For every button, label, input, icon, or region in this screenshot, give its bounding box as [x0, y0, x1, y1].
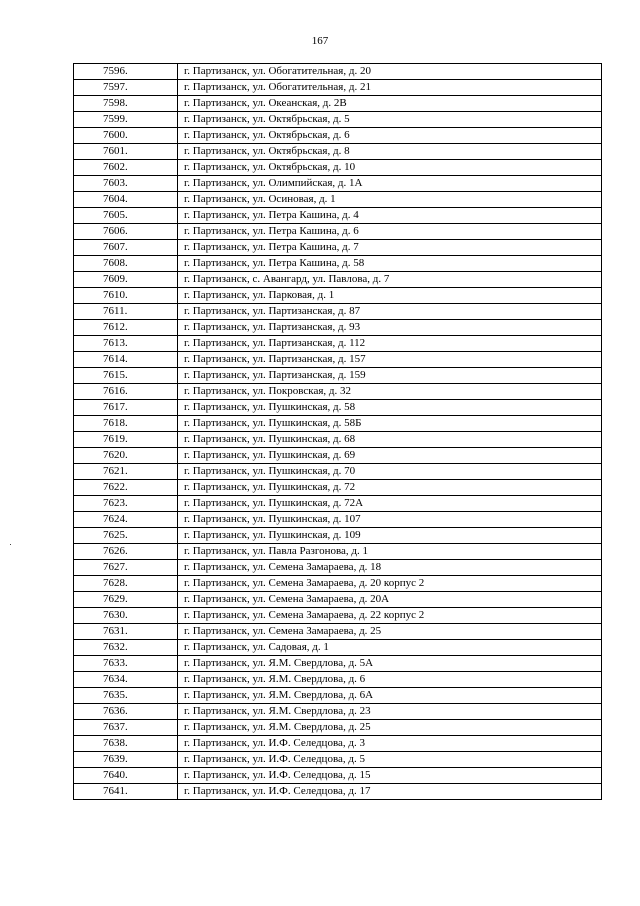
table-row: [74, 400, 602, 416]
address-cell: г. Партизанск, ул. Октябрьская, д. 6: [178, 128, 602, 144]
table-row: [74, 672, 602, 688]
address-cell: г. Партизанск, ул. Пушкинская, д. 72А: [178, 496, 602, 512]
address-cell: г. Партизанск, ул. Покровская, д. 32: [178, 384, 602, 400]
table-row: [74, 656, 602, 672]
address-table-body: [74, 64, 602, 800]
row-number-cell: 7621.: [74, 464, 178, 480]
table-row: [74, 384, 602, 400]
address-cell: г. Партизанск, ул. Пушкинская, д. 58: [178, 400, 602, 416]
address-cell: г. Партизанск, ул. Я.М. Свердлова, д. 6А: [178, 688, 602, 704]
row-number-cell: 7626.: [74, 544, 178, 560]
row-number-cell: 7599.: [74, 112, 178, 128]
table-row: [74, 176, 602, 192]
row-number-cell: 7629.: [74, 592, 178, 608]
row-number-cell: 7604.: [74, 192, 178, 208]
address-cell: г. Партизанск, ул. Пушкинская, д. 68: [178, 432, 602, 448]
address-cell: г. Партизанск, ул. Пушкинская, д. 70: [178, 464, 602, 480]
address-cell: г. Партизанск, ул. Я.М. Свердлова, д. 6: [178, 672, 602, 688]
row-number-cell: 7631.: [74, 624, 178, 640]
row-number-cell: 7611.: [74, 304, 178, 320]
table-row: [74, 256, 602, 272]
row-number-cell: 7619.: [74, 432, 178, 448]
table-row: [74, 352, 602, 368]
address-cell: г. Партизанск, ул. Партизанская, д. 157: [178, 352, 602, 368]
row-number-cell: 7639.: [74, 752, 178, 768]
address-cell: г. Партизанск, ул. Пушкинская, д. 109: [178, 528, 602, 544]
table-row: [74, 512, 602, 528]
row-number-cell: 7630.: [74, 608, 178, 624]
table-row: [74, 224, 602, 240]
row-number-cell: 7634.: [74, 672, 178, 688]
table-row: [74, 624, 602, 640]
address-cell: г. Партизанск, ул. Семена Замараева, д. 22 корпус 2: [178, 608, 602, 624]
table-row: [74, 592, 602, 608]
row-number-cell: 7633.: [74, 656, 178, 672]
address-cell: г. Партизанск, ул. И.Ф. Селедцова, д. 17: [178, 784, 602, 800]
address-cell: г. Партизанск, ул. Петра Кашина, д. 4: [178, 208, 602, 224]
row-number-cell: 7610.: [74, 288, 178, 304]
row-number-cell: 7600.: [74, 128, 178, 144]
row-number-cell: 7616.: [74, 384, 178, 400]
table-row: [74, 320, 602, 336]
table-row: [74, 784, 602, 800]
row-number-cell: 7625.: [74, 528, 178, 544]
table-row: [74, 160, 602, 176]
address-cell: г. Партизанск, ул. Партизанская, д. 159: [178, 368, 602, 384]
table-row: [74, 608, 602, 624]
row-number-cell: 7620.: [74, 448, 178, 464]
address-cell: г. Партизанск, ул. Партизанская, д. 93: [178, 320, 602, 336]
address-cell: г. Партизанск, ул. Семена Замараева, д. 20 корпус 2: [178, 576, 602, 592]
table-row: [74, 544, 602, 560]
address-cell: г. Партизанск, с. Авангард, ул. Павлова, д. 7: [178, 272, 602, 288]
address-cell: г. Партизанск, ул. Семена Замараева, д. 18: [178, 560, 602, 576]
table-row: [74, 704, 602, 720]
table-row: [74, 528, 602, 544]
table-row: [74, 240, 602, 256]
address-cell: г. Партизанск, ул. Садовая, д. 1: [178, 640, 602, 656]
table-row: [74, 480, 602, 496]
row-number-cell: 7605.: [74, 208, 178, 224]
address-cell: г. Партизанск, ул. И.Ф. Селедцова, д. 3: [178, 736, 602, 752]
address-cell: г. Партизанск, ул. Олимпийская, д. 1А: [178, 176, 602, 192]
row-number-cell: 7635.: [74, 688, 178, 704]
scan-speck: [10, 544, 11, 545]
table-row: [74, 64, 602, 80]
row-number-cell: 7603.: [74, 176, 178, 192]
row-number-cell: 7618.: [74, 416, 178, 432]
row-number-cell: 7608.: [74, 256, 178, 272]
address-cell: г. Партизанск, ул. Океанская, д. 2В: [178, 96, 602, 112]
table-row: [74, 144, 602, 160]
address-cell: г. Партизанск, ул. Пушкинская, д. 107: [178, 512, 602, 528]
address-cell: г. Партизанск, ул. Петра Кашина, д. 58: [178, 256, 602, 272]
row-number-cell: 7640.: [74, 768, 178, 784]
table-row: [74, 112, 602, 128]
row-number-cell: 7607.: [74, 240, 178, 256]
row-number-cell: 7613.: [74, 336, 178, 352]
address-cell: г. Партизанск, ул. Семена Замараева, д. 25: [178, 624, 602, 640]
address-cell: г. Партизанск, ул. Партизанская, д. 112: [178, 336, 602, 352]
address-cell: г. Партизанск, ул. Павла Разгонова, д. 1: [178, 544, 602, 560]
table-row: [74, 688, 602, 704]
row-number-cell: 7617.: [74, 400, 178, 416]
address-cell: г. Партизанск, ул. И.Ф. Селедцова, д. 5: [178, 752, 602, 768]
row-number-cell: 7632.: [74, 640, 178, 656]
row-number-cell: 7601.: [74, 144, 178, 160]
row-number-cell: 7623.: [74, 496, 178, 512]
row-number-cell: 7612.: [74, 320, 178, 336]
table-row: [74, 368, 602, 384]
address-cell: г. Партизанск, ул. Пушкинская, д. 72: [178, 480, 602, 496]
table-row: [74, 768, 602, 784]
table-row: [74, 192, 602, 208]
table-row: [74, 752, 602, 768]
row-number-cell: 7636.: [74, 704, 178, 720]
table-row: [74, 128, 602, 144]
address-cell: г. Партизанск, ул. Семена Замараева, д. 20А: [178, 592, 602, 608]
address-table: [73, 63, 602, 800]
row-number-cell: 7615.: [74, 368, 178, 384]
address-cell: г. Партизанск, ул. Обогатительная, д. 21: [178, 80, 602, 96]
row-number-cell: 7596.: [74, 64, 178, 80]
row-number-cell: 7638.: [74, 736, 178, 752]
table-row: [74, 736, 602, 752]
address-cell: г. Партизанск, ул. Я.М. Свердлова, д. 23: [178, 704, 602, 720]
address-cell: г. Партизанск, ул. Октябрьская, д. 10: [178, 160, 602, 176]
row-number-cell: 7602.: [74, 160, 178, 176]
address-cell: г. Партизанск, ул. Петра Кашина, д. 6: [178, 224, 602, 240]
row-number-cell: 7614.: [74, 352, 178, 368]
table-row: [74, 464, 602, 480]
row-number-cell: 7624.: [74, 512, 178, 528]
address-cell: г. Партизанск, ул. Обогатительная, д. 20: [178, 64, 602, 80]
table-row: [74, 720, 602, 736]
address-cell: г. Партизанск, ул. И.Ф. Селедцова, д. 15: [178, 768, 602, 784]
table-row: [74, 208, 602, 224]
table-row: [74, 496, 602, 512]
table-row: [74, 448, 602, 464]
row-number-cell: 7637.: [74, 720, 178, 736]
row-number-cell: 7628.: [74, 576, 178, 592]
table-row: [74, 432, 602, 448]
row-number-cell: 7609.: [74, 272, 178, 288]
address-cell: г. Партизанск, ул. Партизанская, д. 87: [178, 304, 602, 320]
address-cell: г. Партизанск, ул. Пушкинская, д. 58Б: [178, 416, 602, 432]
row-number-cell: 7598.: [74, 96, 178, 112]
row-number-cell: 7622.: [74, 480, 178, 496]
row-number-cell: 7641.: [74, 784, 178, 800]
table-row: [74, 272, 602, 288]
table-row: [74, 640, 602, 656]
table-row: [74, 80, 602, 96]
table-row: [74, 336, 602, 352]
address-cell: г. Партизанск, ул. Октябрьская, д. 8: [178, 144, 602, 160]
table-row: [74, 560, 602, 576]
table-row: [74, 416, 602, 432]
row-number-cell: 7627.: [74, 560, 178, 576]
address-cell: г. Партизанск, ул. Октябрьская, д. 5: [178, 112, 602, 128]
address-cell: г. Партизанск, ул. Петра Кашина, д. 7: [178, 240, 602, 256]
row-number-cell: 7597.: [74, 80, 178, 96]
table-row: [74, 288, 602, 304]
address-cell: г. Партизанск, ул. Я.М. Свердлова, д. 25: [178, 720, 602, 736]
table-row: [74, 96, 602, 112]
address-cell: г. Партизанск, ул. Парковая, д. 1: [178, 288, 602, 304]
address-cell: г. Партизанск, ул. Пушкинская, д. 69: [178, 448, 602, 464]
address-cell: г. Партизанск, ул. Я.М. Свердлова, д. 5А: [178, 656, 602, 672]
row-number-cell: 7606.: [74, 224, 178, 240]
table-row: [74, 304, 602, 320]
page-number: 167: [311, 35, 329, 47]
table-row: [74, 576, 602, 592]
address-cell: г. Партизанск, ул. Осиновая, д. 1: [178, 192, 602, 208]
